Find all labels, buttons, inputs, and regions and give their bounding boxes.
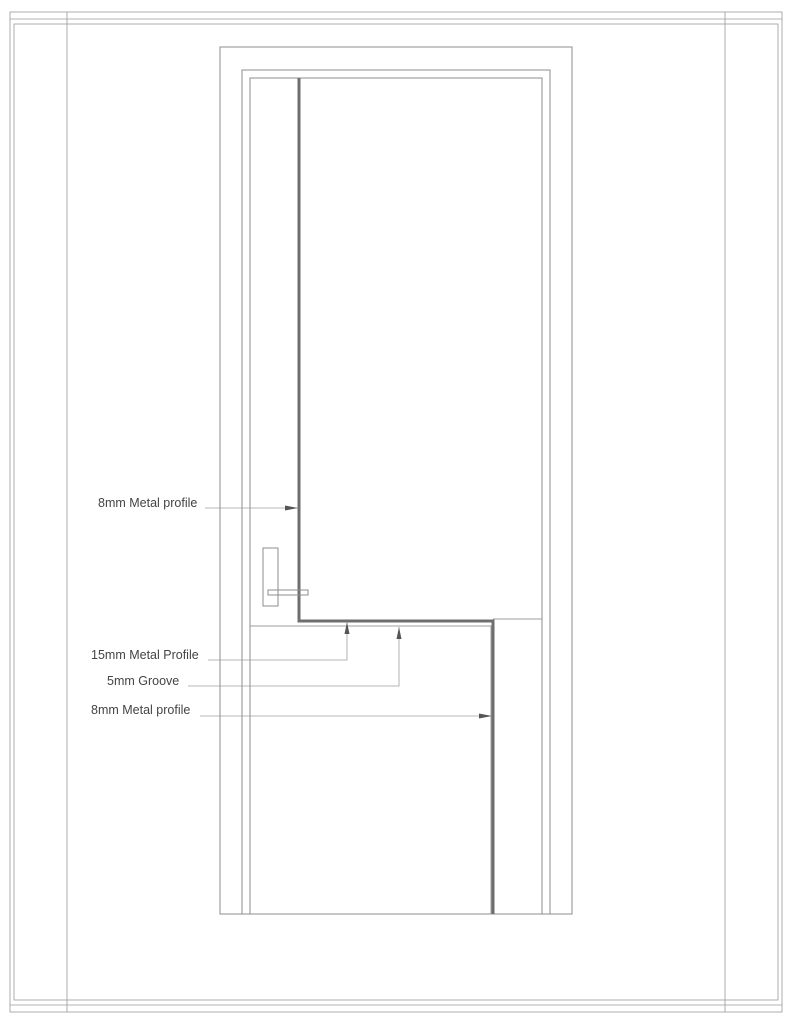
annotation-leaders — [188, 506, 492, 719]
leader-horizontal-profile — [208, 622, 347, 660]
arrow-lower-profile — [479, 714, 492, 719]
metal-profile-line — [299, 78, 493, 914]
door-frame-inner — [242, 70, 550, 914]
annotation-labels — [91, 496, 199, 717]
door-frame — [220, 47, 572, 914]
door-leaf-edge — [250, 78, 542, 914]
handle-backplate — [263, 548, 278, 606]
groove-line — [250, 626, 491, 914]
metal-profile-inlay — [250, 78, 542, 914]
arrow-groove — [397, 627, 402, 639]
label-lower-metal-profile: 8mm Metal profile — [91, 703, 191, 717]
door-frame-outer — [220, 47, 572, 914]
arrow-upper-profile — [285, 506, 298, 511]
door-handle — [263, 548, 308, 606]
label-horizontal-metal-profile: 15mm Metal Profile — [91, 648, 199, 662]
label-groove: 5mm Groove — [107, 674, 180, 688]
handle-lever — [268, 590, 308, 595]
label-upper-metal-profile: 8mm Metal profile — [98, 496, 198, 510]
arrow-horizontal-profile — [345, 622, 350, 634]
sheet-outer-border — [10, 12, 782, 1012]
sheet-border — [10, 12, 782, 1012]
sheet-inner-border — [14, 24, 778, 1000]
